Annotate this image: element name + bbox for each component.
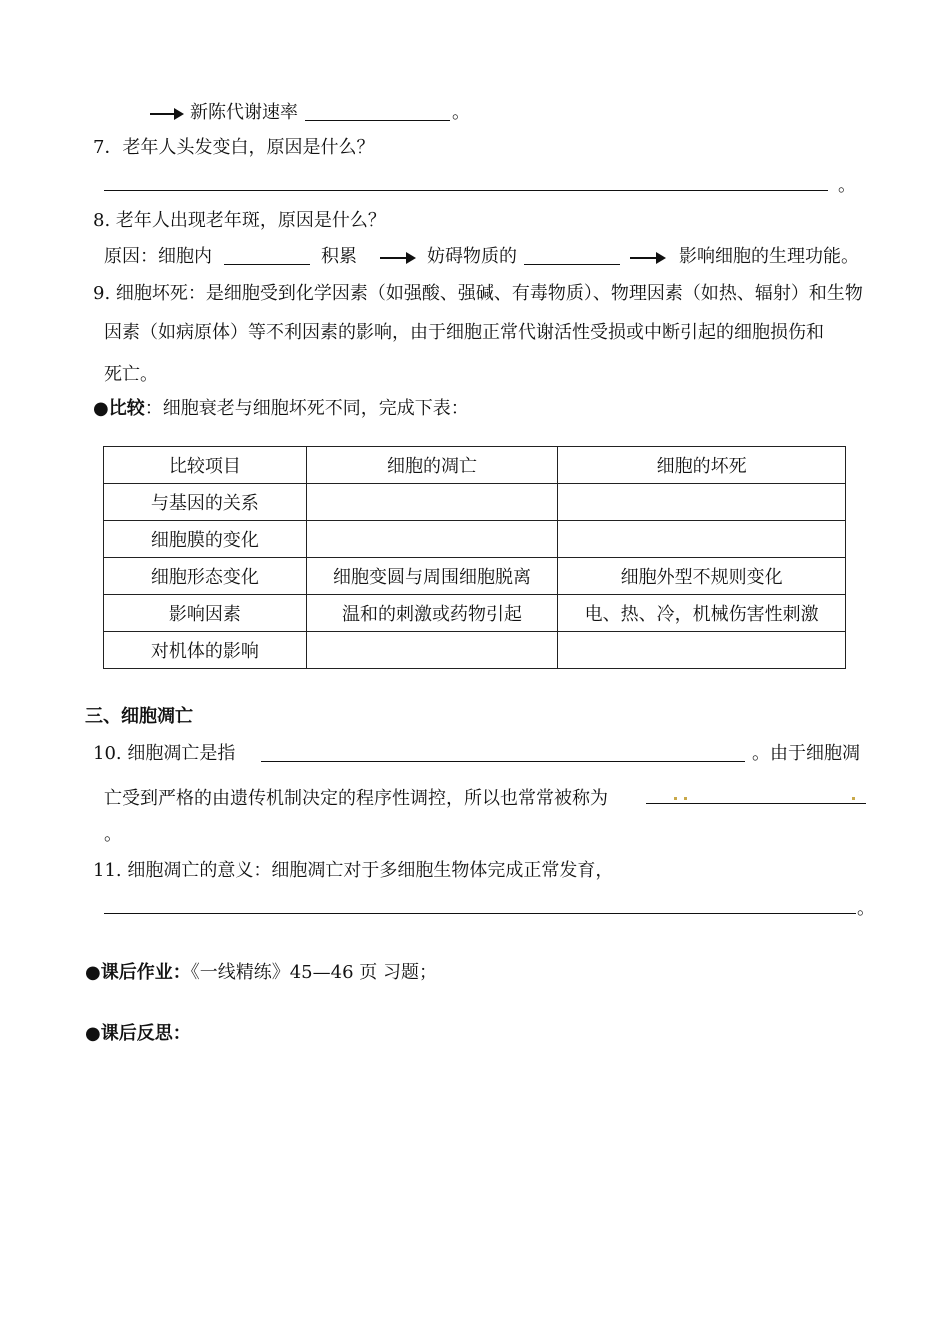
bullet-icon: ● bbox=[85, 962, 101, 983]
q7-end: 。 bbox=[838, 175, 856, 196]
q8-hinder: 妨碍物质的 bbox=[427, 246, 517, 267]
q11-text: 11. 细胞凋亡的意义：细胞凋亡对于多细胞生物体完成正常发育， bbox=[93, 860, 614, 881]
table-cell: 细胞变圆与周围细胞脱离 bbox=[306, 558, 558, 595]
table-cell: 温和的刺激或药物引起 bbox=[306, 595, 558, 632]
bullet-icon: ● bbox=[93, 398, 109, 419]
table-cell: 细胞膜的变化 bbox=[104, 521, 307, 558]
table-row bbox=[104, 632, 846, 669]
comparison-table bbox=[103, 446, 846, 669]
decorative-dot bbox=[674, 797, 677, 800]
homework-line bbox=[85, 962, 437, 984]
q10-blank-2 bbox=[646, 803, 866, 804]
decorative-dot bbox=[684, 797, 687, 800]
q9-line-2: 因素（如病原体）等不利因素的影响，由于细胞正常代谢活性受损或中断引起的细胞损伤和 bbox=[104, 322, 824, 343]
table-header-cell: 比较项目 bbox=[104, 447, 307, 484]
q8-affect: 影响细胞的生理功能。 bbox=[679, 246, 859, 267]
metabolism-label: 新陈代谢速率 bbox=[190, 102, 298, 123]
q8-blank-2 bbox=[524, 264, 620, 265]
q8-accumulate: 积累 bbox=[321, 246, 357, 267]
table-header-row bbox=[104, 447, 846, 484]
compare-text: ：细胞衰老与细胞坏死不同，完成下表： bbox=[144, 398, 469, 419]
table-cell bbox=[558, 484, 846, 521]
arrow-icon bbox=[630, 257, 660, 259]
compare-heading bbox=[93, 398, 469, 420]
reflection-line bbox=[85, 1023, 191, 1045]
q10-blank-1 bbox=[261, 761, 745, 762]
q10-line-3: 。 bbox=[104, 824, 122, 845]
metabolism-end: 。 bbox=[452, 102, 470, 123]
question-7: 7．老年人头发变白，原因是什么？ bbox=[93, 137, 375, 158]
section-3-title: 三、细胞凋亡 bbox=[85, 706, 193, 727]
homework-label: 课后作业： bbox=[100, 962, 191, 983]
q9-line-1: 9. 细胞坏死：是细胞受到化学因素（如强酸、强碱、有毒物质）、物理因素（如热、辐射）和生物 bbox=[93, 283, 863, 304]
table-cell: 细胞外型不规则变化 bbox=[558, 558, 846, 595]
table-row bbox=[104, 558, 846, 595]
metabolism-blank bbox=[305, 120, 450, 121]
q8-reason-label: 原因：细胞内 bbox=[104, 246, 212, 267]
q11-answer-blank bbox=[104, 913, 856, 914]
table-header-cell: 细胞的凋亡 bbox=[306, 447, 558, 484]
q10-line-2: 亡受到严格的由遗传机制决定的程序性调控，所以也常常被称为 bbox=[104, 788, 608, 809]
table-row bbox=[104, 595, 846, 632]
q9-line-3: 死亡。 bbox=[104, 364, 158, 385]
question-8: 8. 老年人出现老年斑，原因是什么？ bbox=[93, 210, 386, 231]
decorative-dot bbox=[852, 797, 855, 800]
table-cell bbox=[306, 632, 558, 669]
table-cell: 影响因素 bbox=[104, 595, 307, 632]
arrow-icon bbox=[150, 113, 178, 115]
q8-blank-1 bbox=[224, 264, 310, 265]
table-cell bbox=[558, 521, 846, 558]
table-header-cell: 细胞的坏死 bbox=[558, 447, 846, 484]
arrow-icon bbox=[380, 257, 410, 259]
table-row bbox=[104, 521, 846, 558]
table-cell: 电、热、冷，机械伤害性刺激 bbox=[558, 595, 846, 632]
q10-label: 10. 细胞凋亡是指 bbox=[93, 743, 236, 764]
table-cell bbox=[306, 484, 558, 521]
q11-end: 。 bbox=[857, 898, 875, 919]
homework-text: 《一线精练》45—46 页 习题； bbox=[190, 962, 437, 983]
q10-cont: 。由于细胞凋 bbox=[752, 743, 860, 764]
table-cell bbox=[558, 632, 846, 669]
bullet-icon: ● bbox=[85, 1023, 101, 1044]
table-cell bbox=[306, 521, 558, 558]
table-cell: 细胞形态变化 bbox=[104, 558, 307, 595]
table-row bbox=[104, 484, 846, 521]
table-cell: 与基因的关系 bbox=[104, 484, 307, 521]
reflection-label: 课后反思： bbox=[100, 1023, 191, 1044]
compare-bold: 比较 bbox=[108, 398, 145, 419]
q7-answer-blank bbox=[104, 190, 828, 191]
table-cell: 对机体的影响 bbox=[104, 632, 307, 669]
